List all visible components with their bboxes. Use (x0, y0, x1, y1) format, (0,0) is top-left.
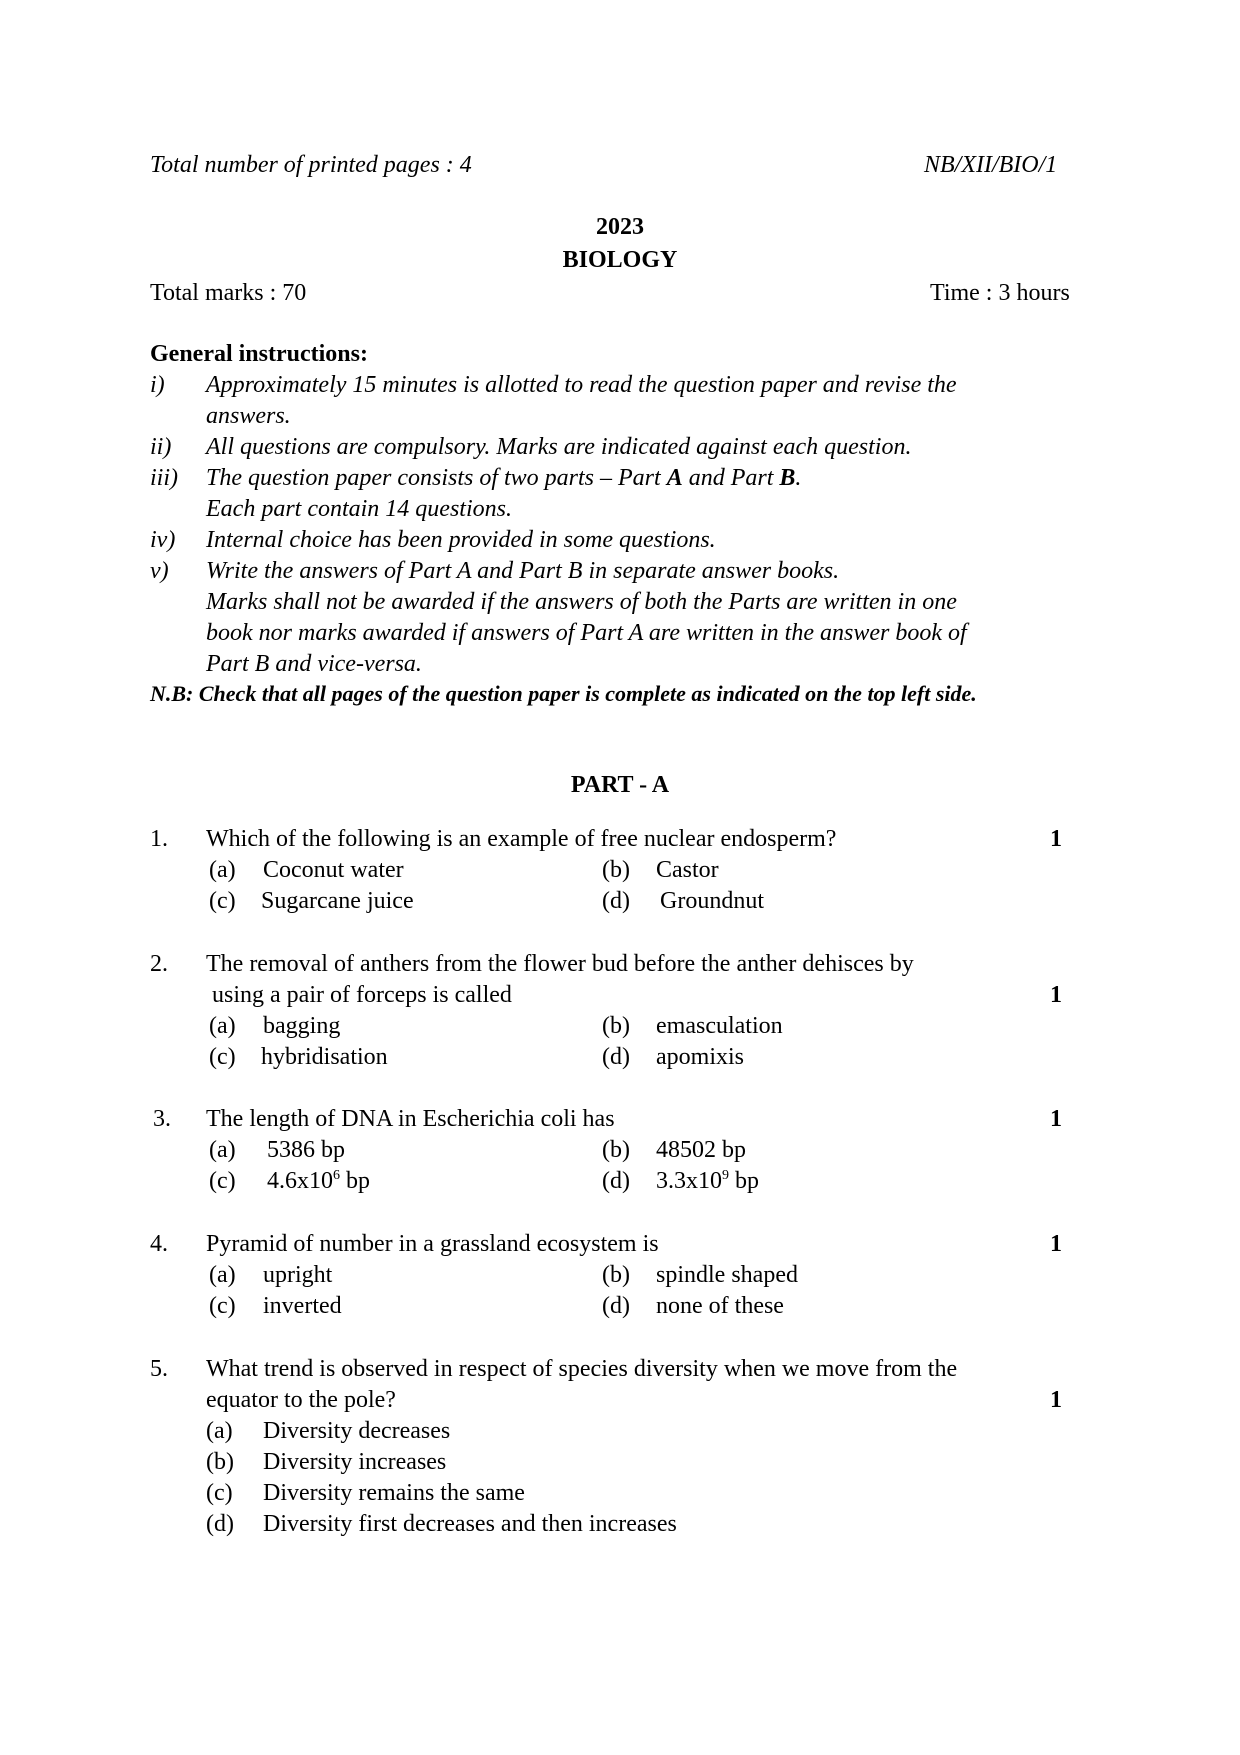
instruction-line: Approximately 15 minutes is allotted to read the question paper and revise the (206, 372, 957, 398)
instruction-num: iv) (150, 527, 176, 553)
question-marks: 1 (1050, 982, 1062, 1008)
question-text: using a pair of forceps is called (212, 982, 512, 1008)
option-text: Diversity first decreases and then increases (263, 1511, 677, 1537)
option-label: (a) (209, 1262, 236, 1288)
option-label: (d) (602, 1044, 630, 1070)
option-value: 3.3x10 (656, 1168, 722, 1194)
instruction-num: ii) (150, 434, 172, 460)
instruction-text: The question paper consists of two parts – Part (206, 465, 667, 491)
option-label: (b) (602, 1262, 630, 1288)
option-text: hybridisation (261, 1044, 388, 1070)
part-a-label: A (666, 465, 683, 491)
option-label: (b) (206, 1449, 234, 1475)
question-marks: 1 (1050, 826, 1062, 852)
option-label: (d) (206, 1511, 234, 1537)
nb-note: N.B: Check that all pages of the question paper is complete as indicated on the top left side. (150, 681, 977, 706)
question-number: 5. (150, 1356, 168, 1382)
option-exponent: 6 (333, 1168, 340, 1183)
option-text: spindle shaped (656, 1262, 798, 1288)
option-text: emasculation (656, 1013, 783, 1039)
question-text: Pyramid of number in a grassland ecosystem is (206, 1231, 659, 1257)
question-number: 3. (153, 1106, 171, 1132)
option-text: apomixis (656, 1044, 744, 1070)
instructions-heading: General instructions: (150, 341, 368, 367)
option-label: (d) (602, 888, 630, 914)
question-number: 1. (150, 826, 168, 852)
option-text: Diversity remains the same (263, 1480, 525, 1506)
exam-year: 2023 (596, 214, 644, 240)
instruction-line: Marks shall not be awarded if the answers of both the Parts are written in one (206, 589, 957, 615)
option-text: Diversity decreases (263, 1418, 451, 1444)
option-text: inverted (263, 1293, 342, 1319)
option-label: (b) (602, 1137, 630, 1163)
instruction-line: book nor marks awarded if answers of Part A are written in the answer book of (206, 620, 967, 646)
paper-code: NB/XII/BIO/1 (924, 152, 1058, 178)
option-label: (c) (209, 888, 236, 914)
instruction-line: All questions are compulsory. Marks are indicated against each question. (206, 434, 912, 460)
instruction-line: answers. (206, 403, 291, 429)
instruction-num: i) (150, 372, 165, 398)
part-b-label: B (779, 465, 796, 491)
option-label: (c) (209, 1293, 236, 1319)
instruction-line: Write the answers of Part A and Part B in separate answer books. (206, 558, 840, 584)
option-label: (c) (209, 1168, 236, 1194)
option-label: (c) (206, 1480, 233, 1506)
option-exponent: 9 (722, 1168, 729, 1183)
part-a-title: PART - A (570, 772, 670, 798)
instruction-text: . (795, 465, 802, 491)
option-label: (a) (209, 857, 236, 883)
question-marks: 1 (1050, 1387, 1062, 1413)
question-text: What trend is observed in respect of species diversity when we move from the (206, 1356, 958, 1382)
option-label: (d) (602, 1168, 630, 1194)
instruction-line: Each part contain 14 questions. (206, 496, 512, 522)
instruction-line (206, 466, 801, 490)
instruction-num: v) (150, 558, 169, 584)
question-text: Which of the following is an example of free nuclear endosperm? (206, 826, 837, 852)
option-text: upright (263, 1262, 333, 1288)
question-text: The removal of anthers from the flower bud before the anther dehisces by (206, 951, 914, 977)
instruction-line: Internal choice has been provided in some questions. (206, 527, 716, 553)
option-label: (d) (602, 1293, 630, 1319)
option-label: (a) (206, 1418, 233, 1444)
question-marks: 1 (1050, 1106, 1062, 1132)
option-label: (a) (209, 1013, 236, 1039)
option-text: Diversity increases (263, 1449, 447, 1475)
instruction-line: Part B and vice-versa. (206, 651, 422, 677)
option-label: (b) (602, 857, 630, 883)
total-marks: Total marks : 70 (150, 280, 307, 306)
option-unit: bp (729, 1168, 759, 1194)
option-text: bagging (263, 1013, 341, 1039)
option-text: 48502 bp (656, 1137, 746, 1163)
question-number: 4. (150, 1231, 168, 1257)
option-text: Sugarcane juice (261, 888, 414, 914)
option-text (656, 1169, 759, 1193)
question-text: The length of DNA in Escherichia coli has (206, 1106, 615, 1132)
option-text: none of these (656, 1293, 784, 1319)
option-text: 5386 bp (267, 1137, 345, 1163)
option-label: (a) (209, 1137, 236, 1163)
instruction-num: iii) (150, 465, 178, 491)
printed-pages-note: Total number of printed pages : 4 (150, 152, 472, 178)
question-marks: 1 (1050, 1231, 1062, 1257)
option-text: Castor (656, 857, 719, 883)
question-number: 2. (150, 951, 168, 977)
time-allowed: Time : 3 hours (930, 280, 1070, 306)
option-text (267, 1169, 370, 1193)
option-text: Groundnut (660, 888, 764, 914)
option-unit: bp (340, 1168, 370, 1194)
subject-title: BIOLOGY (562, 247, 678, 273)
question-text: equator to the pole? (206, 1387, 396, 1413)
instruction-text: and Part (682, 465, 780, 491)
option-text: Coconut water (263, 857, 404, 883)
option-label: (b) (602, 1013, 630, 1039)
option-value: 4.6x10 (267, 1168, 333, 1194)
option-label: (c) (209, 1044, 236, 1070)
